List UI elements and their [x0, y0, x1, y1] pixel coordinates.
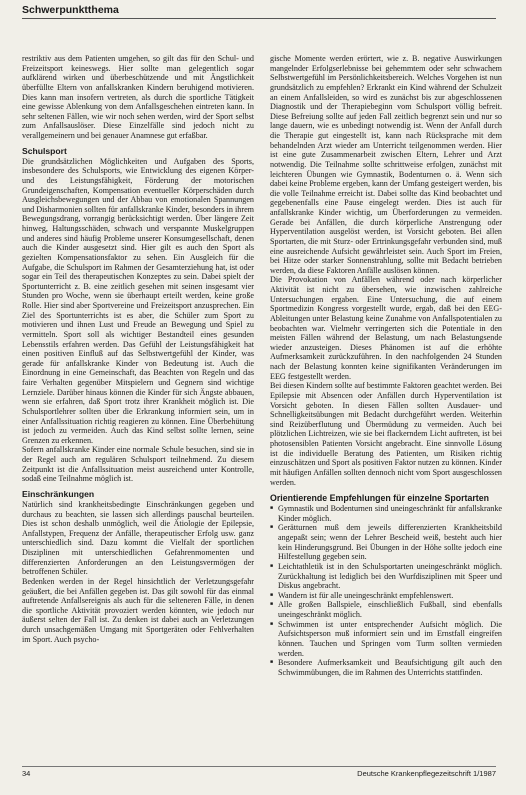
einschraenkungen-paragraph-1: Natürlich sind krankheitsbedingte Einschränkungen gegeben und durchaus zu beachten, sie lassen sich allerdings pauschal beurteilen. Dies ist schon deshalb unmöglich, weil die Ätiologie der Epilepsie, Anfallstypen, Frequenz der Anfälle, therapeutischer Erfolg usw. ganz unterschiedlich sind. Dazu kommt die Vielfalt der sportlichen Disziplinen mit unterschiedlichen Gefahrenmomenten und differenzierten Anforderungen an den Leistungsvermögen der betroffenen Schüler. [22, 499, 254, 577]
schulsport-paragraph-2: Sofern anfallskranke Kinder eine normale Schule besuchen, sind sie in der Regel auch am regulären Schulsport teilnehmend. Zu diesem Zeitpunkt ist die Anfallssituation meist ausreichend unter Kontrolle, sodaß eine Teilnahme möglich ist. [22, 445, 254, 484]
list-item: ■ Besondere Aufmerksamkeit und Beaufsichtigung gilt auch den Schwimmübungen, die im Rahmen des Unterrichts stattfinden. [270, 658, 502, 677]
forme-paragraph: Bei diesen Kindern sollte auf bestimmte Faktoren geachtet werden. Bei Epilepsie mit Absencen oder Anfällen durch Hyperventilation ist Vorsicht geboten. In diesen Fällen sollten Ausdauer- und Schnelligkeitsübungen mit Bedacht durchgeführt werden. Weiterhin sind Reizüberflutung und Übermüdung zu vermeiden. Auch bei plötzlichen Lichtreizen, wie sie bei flackerndem Licht auftreten, ist bei photosensiblen Patienten Vorsicht angebracht. Eine sinnvolle Lösung ist die individuelle Beratung des Patienten, um Risiken richtig einzuschätzen und Sport als positiven Faktor nutzen zu können. Kinder mit häufigen Anfällen sollten dennoch nicht vom Sport ausgeschlossen werden. [270, 381, 502, 487]
list-item: ■ Leichtathletik ist in den Schulsportarten uneingeschränkt möglich. Zurückhaltung ist lediglich bei den Wurfdisziplinen mit Speer und Diskus angebracht. [270, 562, 502, 591]
list-item: ■ Gerätturnen muß dem jeweils differenzierten Krankheitsbild angepaßt sein; wenn der Lehrer Bescheid weiß, besteht auch hier kein Hinderungsgrund. Bei Übungen in der Höhe sollte jedoch eine Hilfestellung gegeben sein. [270, 523, 502, 562]
page-number: 34 [22, 769, 31, 778]
empfehlungen-list [270, 504, 502, 677]
right-column [270, 54, 502, 760]
intro-paragraph: restriktiv aus dem Patienten umgehen, so gilt das für den Schul- und Freizeitsport keineswegs. Hier sollte man gelegentlich sogar aufklärend wirken und überbeschützende und mit Ängstlichkeit überfüllte Eltern von anfallskranken Kindern beruhigend motivieren. Dies kann man insofern vertreten, als durch die sportliche Tätigkeit eine gewisse Ablenkung von dem Anfallsgeschehen eintreten kann. In sehr seltenen Fällen, wie wir noch sehen werden, wird der Sport selbst zum Anfallsauslöser. Diese Einzelfälle sind jedoch nicht zu verallgemeinern und bei genauer Anamnese gut erfaßbar. [22, 54, 254, 140]
journal-citation: Deutsche Krankenpflegezeitschrift 1/1987 [357, 769, 496, 778]
list-item: ■ Gymnastik und Bodenturnen sind uneingeschränkt für anfallskranke Kinder möglich. [270, 504, 502, 523]
page-footer [22, 766, 496, 778]
right-intro-paragraph: gische Momente werden erörtert, wie z. B. negative Auswirkungen mangelnder Erfolgserlebnisse bei gehemmtem oder sehr schwachem Selbstwertgefühl im Persönlichkeitsbereich. Welches Vorgehen ist nun grundsätzlich zu empfehlen? Erkrankt ein Kind während der Schulzeit an einem Anfallsleiden, so wird es zunächst bis zur abgeschlossenen Diagnostik und der Therapiebeginn vom Schulsport völlig befreit. Diese Befreiung sollte auf jeden Fall zeitlich begrenzt sein und nur so lange dauern, wie es unbedingt notwendig ist. Wenn der Anfall durch die Therapie gut eingestellt ist, kann nach Rücksprache mit dem behandelnden Arzt wieder am Unterricht teilgenommen werden. Hier ist eine gute Zusammenarbeit zwischen Eltern, Lehrer und Arzt notwendig. Die Teilnahme sollte schrittweise erfolgen, zunächst mit leichteren Übungen wie Gymnastik, Bodenturnen o. ä. Wenn sich dabei keine Probleme ergeben, kann der Umfang gesteigert werden, bis die volle Teilnahme erreicht ist. Dabei sollte das Kind beobachtet und gegebenenfalls eine Pause eingelegt werden. Dies ist auch für anfallskranke Kinder wichtig, um Überforderungen zu vermeiden. Gerade bei Anfällen, die durch körperliche Anstrengung oder Hyperventilation ausgelöst werden, ist Vorsicht geboten. Bei allen Sportarten, die mit Sturz- oder Ertrinkungsgefahr verbunden sind, muß eine ausreichende Aufsicht gewährleistet sein. Auch Sport im Freien, bei Hitze oder starker Sonnenstrahlung, sollte mit Bedacht betrieben werden, da diese Faktoren Anfälle auslösen können. [270, 54, 502, 275]
einschraenkungen-heading: Einschränkungen [22, 488, 95, 499]
list-item: ■ Wandern ist für alle uneingeschränkt empfehlenswert. [270, 591, 502, 601]
list-item: ■ Alle großen Ballspiele, einschließlich Fußball, sind ebenfalls uneingeschränkt möglich. [270, 600, 502, 619]
schulsport-heading: Schulsport [22, 145, 67, 156]
running-head: Schwerpunktthema [22, 4, 496, 19]
list-item: ■ Schwimmen ist unter entsprechender Aufsicht möglich. Die Aufsichtsperson muß informiert sein und im Ernstfall eingreifen können. Tauchen und Springen vom Turm sollten vermieden werden. [270, 620, 502, 659]
schulsport-paragraph-1: Die grundsätzlichen Möglichkeiten und Aufgaben des Sports, insbesondere des Schulsports, wie Entwicklung des eigenen Körper- und des Leistungsfähigkeit, Förderung der motorischen Grundeigenschaften, Kompensation eventueller Körperschäden durch Ausgleichsbewegungen und der Abbau von emotionalen Spannungen und Disharmonien sollten für anfallskranke Kinder, besonders in ihrem Bewegungsdrang, vorrangig berücksichtigt werden. Über längere Zeit hinweg, Haltungsschäden, schwach und verspannte Muskelgruppen und anderes sind häufig Probleme unserer Konsumgesellschaft, denen auch die Kinder ausgesetzt sind. Hier gilt es auch den Sport als gezielten Kompensationsfaktor zu sehen. Ein Ausgleich für die Aufgabe, die Schulsport im Rahmen der Gesamterziehung hat, ist oder sogar ein Teil des therapeutischen Konzeptes zu sein. Dabei spielt der Sportunterricht z. B. eine zeitlich gesehen mit seinen insgesamt vier Stunden pro Woche, wenn sie überhaupt erteilt werden, keine große Rolle. Hier sind aber Sportvereine und Freizeitsport anzusprechen. Ein Ziel des Sportunterrichts ist es aber, die Schüler zum Sport zu motivieren und ihnen Lust und Freude an Bewegung und Spiel zu vermitteln. Sport soll als wichtiger Bestandteil eines gesunden Lebensstils erfahren werden. Das Gefühl der Leistungsfähigkeit hat einen positiven Einfluß auf das Selbstwertgefühl der Kinder, was gerade für anfallskranke Kinder von Bedeutung ist. Auch die Einordnung in eine Gemeinschaft, das Beachten von Regeln und das faire Verhalten gegenüber Mitspielern und Gegnern sind wichtige Lernziele. Darüber hinaus können die Kinder für sich Ängste abbauen, wenn sie erfahren, daß Sport trotz ihrer Krankheit möglich ist. Die Schulsportlehrer sollten über die Erkrankung informiert sein, um in einer Anfallssituation richtig reagieren zu können. Eine Überbehütung ist jedoch zu vermeiden. Auch das Kind selbst sollte lernen, seine Grenzen zu erkennen. [22, 156, 254, 445]
provokation-paragraph: Die Provokation von Anfällen während oder nach körperlicher Aktivität ist nicht zu übersehen, wie inzwischen zahlreiche Untersuchungen ergaben. Eine Untersuchung, die auf einem Sportmedizin Kongress vorgestellt wurde, ergab, daß bei den EEG-Ableitungen unter Belastung keine Zunahme von Anfallspotentialen zu beobachten war. Vielmehr verringerten sich die Potentiale in den meisten Fällen während der Belastung, um nach Belastungsende wieder anzusteigen. Dieses Phänomen ist auf die erhöhte Aufmerksamkeit zurückzuführen. In den nachfolgenden 24 Stunden nach der Belastung konnten keine signifikanten Veränderungen im EEG festgestellt werden. [270, 275, 502, 381]
einschraenkungen-paragraph-2: Bedenken werden in der Regel hinsichtlich der Verletzungsgefahr geäußert, die bei Anfällen gegeben ist. Das gilt sowohl für das einmal auftretende Anfallsereignis als auch für die selteneren Fälle, in denen die sportliche Aktivität provoziert werden könnten, wie jedoch nur äußerst selten der Fall ist. Zu denken ist dabei auch an Verletzungen durch unsachgemäßen Umgang mit Sportgeräten oder Fehlverhalten im Sport. Auch psycho- [22, 576, 254, 644]
empfehlungen-heading: Orientierende Empfehlungen für einzelne Sportarten [270, 493, 489, 504]
left-column [22, 54, 254, 760]
